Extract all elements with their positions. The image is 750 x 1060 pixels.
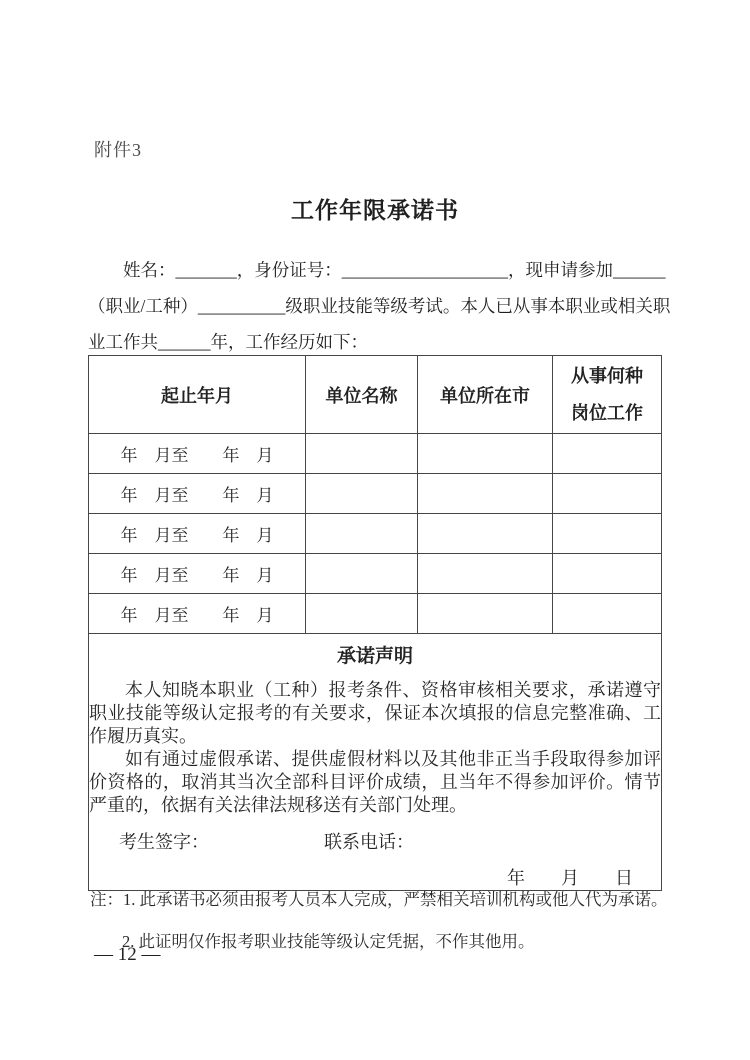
table-row <box>89 554 662 594</box>
table-row <box>89 474 662 514</box>
position-cell <box>553 514 662 554</box>
note-item-1: 1. 此承诺书必须由报考人员本人完成，严禁相关培训机构或他人代为承诺。 <box>123 890 668 909</box>
city-cell <box>418 554 553 594</box>
note-prefix: 注： <box>90 890 123 909</box>
intro-line-3: 业工作共______年，工作经历如下： <box>88 332 368 352</box>
intro-line-1: 姓名：_______，身份证号：___________________，现申请参加______ <box>123 260 666 280</box>
company-cell <box>306 474 418 514</box>
phone-label: 联系电话： <box>324 832 414 852</box>
note-2 <box>122 928 535 952</box>
statement-title: 承诺声明 <box>336 646 413 667</box>
company-cell <box>306 434 418 474</box>
intro-paragraph <box>88 252 671 360</box>
col-header-position <box>553 356 662 434</box>
col-header-city: 单位所在市 <box>418 356 553 434</box>
position-cell <box>553 434 662 474</box>
city-cell <box>418 434 553 474</box>
city-cell <box>418 474 553 514</box>
statement-row <box>89 634 662 891</box>
col-header-period: 起止年月 <box>89 356 306 434</box>
note-item-2: 2. 此证明仅作报考职业技能等级认定凭据，不作其他用。 <box>122 932 535 951</box>
company-cell <box>306 594 418 634</box>
col-header-company: 单位名称 <box>306 356 418 434</box>
period-cell: 年 月至 年 月 <box>89 514 306 554</box>
table-row <box>89 514 662 554</box>
signature-label: 考生签字： <box>119 832 209 852</box>
page-number: — 12 — <box>94 944 161 965</box>
period-cell: 年 月至 年 月 <box>89 474 306 514</box>
period-cell: 年 月至 年 月 <box>89 594 306 634</box>
note-1 <box>90 886 668 910</box>
period-cell: 年 月至 年 月 <box>89 554 306 594</box>
position-cell <box>553 594 662 634</box>
statement-paragraph-2: 如有通过虚假承诺、提供虚假材料以及其他非正当手段取得参加评价资格的，取消其当次全部科目评价成绩，且当年不得参加评价。情节严重的，依据有关法律法规移送有关部门处理。 <box>89 749 661 815</box>
signature-line <box>89 828 661 851</box>
company-cell <box>306 514 418 554</box>
position-cell <box>553 554 662 594</box>
col-header-position-line2: 岗位工作 <box>571 402 643 423</box>
table-row <box>89 434 662 474</box>
table-row <box>89 594 662 634</box>
position-cell <box>553 474 662 514</box>
work-history-table <box>88 355 662 891</box>
document-title: 工作年限承诺书 <box>291 198 459 223</box>
statement-paragraph-1: 本人知晓本职业（工种）报考条件、资格审核相关要求，承诺遵守职业技能等级认定报考的有关要求，保证本次填报的信息完整准确、工作履历真实。 <box>89 680 661 746</box>
period-cell: 年 月至 年 月 <box>89 434 306 474</box>
intro-line-2: （职业/工种）__________级职业技能等级考试。本人已从事本职业或相关职 <box>88 296 671 316</box>
city-cell <box>418 514 553 554</box>
table-header-row <box>89 356 662 434</box>
date-line: 年 月 日 <box>507 868 633 888</box>
attachment-label: 附件3 <box>94 140 142 160</box>
statement-section <box>89 634 662 891</box>
col-header-position-line1: 从事何种 <box>571 365 643 386</box>
company-cell <box>306 554 418 594</box>
city-cell <box>418 594 553 634</box>
